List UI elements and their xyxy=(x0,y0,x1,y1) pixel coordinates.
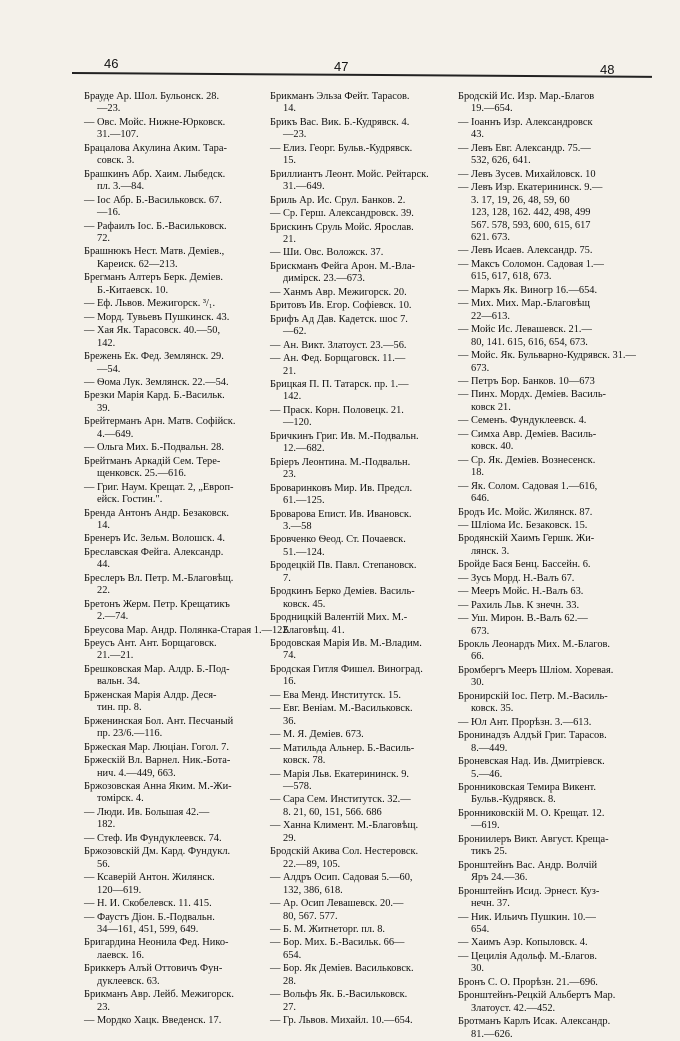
center-page-number: 47 xyxy=(334,59,349,74)
directory-entry-line: — Еф. Львов. Межигорск. ³/₁. xyxy=(84,298,216,310)
directory-entry-line: 34—161, 451, 599, 649. xyxy=(97,924,199,935)
directory-entry-line: 80, 141. 615, 616, 654, 673. xyxy=(471,336,588,348)
directory-entry-line: —578. xyxy=(283,781,312,793)
directory-entry-line: Бренеръ Ис. Зельм. Волошск. 4. xyxy=(84,533,225,545)
directory-entry-line: Златоуст. 42.—452. xyxy=(471,1002,556,1014)
directory-entry-line: 56. xyxy=(97,858,110,870)
directory-entry-line: Брискинъ Сруль Мойс. Ярослав. xyxy=(270,221,414,233)
directory-entry-line: 23. xyxy=(283,469,296,481)
directory-entry-line: — Гр. Львов. Михайл. 10.—654. xyxy=(270,1015,413,1027)
directory-entry-line: лаевск. 16. xyxy=(97,949,145,961)
directory-entry-line: —619. xyxy=(471,820,500,832)
directory-entry-line: Брокль Леонардъ Мих. М.-Благов. xyxy=(458,639,611,651)
directory-entry-line: Бродкинъ Берко Деміев. Василь- xyxy=(270,586,415,598)
directory-entry-line: — Мих. Мих. Мар.-Благовѣщ xyxy=(458,298,590,310)
directory-entry-line: — Мордко Хацк. Введенск. 17. xyxy=(84,1015,222,1027)
directory-entry-line: Яръ 24.—36. xyxy=(471,872,528,884)
directory-entry-line: — Стеф. Ив Фундуклеевск. 74. xyxy=(84,832,222,844)
directory-entry-line: Бреусова Мар. Андр. Полянка-Старая 1.—122. xyxy=(84,624,291,636)
column-center xyxy=(270,90,448,1028)
directory-entry-line: Бричкинъ Григ. Ив. М.-Подвальн. xyxy=(270,430,419,442)
directory-entry-line: — Левъ Изр. Екатерининск. 9.— xyxy=(458,182,603,194)
directory-entry-line: — Левъ Евг. Александр. 75.— xyxy=(458,142,591,154)
directory-entry-line: 2.—74. xyxy=(97,611,129,623)
directory-entry-line: Брискманъ Фейга Арон. М.-Вла- xyxy=(270,260,416,272)
directory-entry-line: Бродскій Акива Сол. Нестеровск. xyxy=(270,846,419,858)
directory-entry-line: 532, 626, 641. xyxy=(471,155,531,167)
directory-entry-line: Брашкинъ Абр. Хаим. Лыбедск. xyxy=(84,168,226,180)
directory-entry-line: — Елиз. Георг. Бульв.-Кудрявск. xyxy=(270,142,413,154)
directory-entry-line: дуклеевск. 63. xyxy=(97,975,160,987)
directory-entry-line: Бреслеръ Вл. Петр. М.-Благовѣщ. xyxy=(84,572,234,584)
directory-entry-line: — Зусь Морд. Н.-Валъ 67. xyxy=(458,572,575,584)
directory-entry-line: Бродская Гитля Фишел. Виноград. xyxy=(270,663,423,675)
directory-entry-line: Бронирскій Іос. Петр. М.-Василь- xyxy=(458,690,608,702)
directory-entry-line: Бриккеръ Алъй Оттовичъ Фун- xyxy=(84,963,223,975)
directory-entry-line: ковск. 78. xyxy=(283,755,326,767)
directory-entry-line: Брацалова Акулина Аким. Тара- xyxy=(84,142,227,154)
directory-entry-line: Брифъ Ад Дав. Кадетск. шос 7. xyxy=(270,313,408,325)
directory-entry-line: Бродовская Марія Ив. М.-Владим. xyxy=(270,638,422,650)
directory-entry-line: — Григ. Наум. Крещат. 2, „Европ- xyxy=(84,481,234,493)
directory-entry-line: 182. xyxy=(97,819,116,831)
directory-entry-line: — Семенъ. Фундуклеевск. 4. xyxy=(458,415,587,427)
directory-entry-line: — М. Я. Деміев. 673. xyxy=(270,729,364,741)
directory-entry-line: —62. xyxy=(283,326,307,338)
directory-entry-line: — Уш. Мирон. В.-Валъ 62.— xyxy=(458,613,588,625)
directory-entry-line: — Евг. Веніам. М.-Васильковск. xyxy=(270,703,413,715)
directory-entry-line: ковск. 35. xyxy=(471,703,514,715)
directory-entry-line: 72. xyxy=(97,232,110,244)
directory-entry-line: пр. 23/6.—116. xyxy=(97,728,163,740)
directory-entry-line: 15. xyxy=(283,155,296,167)
directory-entry-line: Бритовъ Ив. Егор. Софіевск. 10. xyxy=(270,300,412,312)
directory-entry-line: — Хая Як. Тарасовск. 40.—50, xyxy=(84,325,221,337)
directory-entry-line: 22. xyxy=(97,585,110,597)
directory-entry-line: пл. 3.—84. xyxy=(97,181,145,193)
directory-entry-line: — Петръ Бор. Банков. 10—673 xyxy=(458,375,595,387)
page-header xyxy=(0,0,680,80)
directory-entry-line: нечн. 37. xyxy=(471,898,510,910)
directory-entry-line: Бржеская Мар. Люціан. Гогол. 7. xyxy=(84,741,229,753)
directory-entry-line: 5.—46. xyxy=(471,768,503,780)
directory-entry-line: — Мойс Ис. Левашевск. 21.— xyxy=(458,324,592,336)
directory-entry-line: ейск. Гостин.". xyxy=(97,494,163,506)
directory-entry-line: —23. xyxy=(97,103,121,115)
directory-entry-line: Брейтманъ Аркадій Сем. Тере- xyxy=(84,455,221,467)
directory-entry-line: —120. xyxy=(283,417,312,429)
directory-entry-line: Кареиск. 62—213. xyxy=(97,258,178,270)
directory-entry-line: — Ан. Викт. Златоуст. 23.—56. xyxy=(270,339,407,351)
directory-entry-line: — Ксаверій Антон. Жилянск. xyxy=(84,872,215,884)
directory-entry-line: Бровченко Ѳеод. Ст. Почаевск. xyxy=(270,534,406,546)
directory-entry-line: — Левъ Зусев. Михайловск. 10 xyxy=(458,168,596,180)
directory-entry-line: 123, 128, 162. 442, 498, 499 xyxy=(471,207,591,219)
directory-entry-line: 14. xyxy=(283,103,296,115)
directory-entry-line: 80, 567. 577. xyxy=(283,910,338,922)
directory-entry-line: щенковск. 25.—616. xyxy=(97,468,187,480)
column-left xyxy=(84,90,291,1028)
directory-entry-line: — Морд. Тувьевъ Пушкинск. 43. xyxy=(84,311,230,323)
directory-entry-line: — Ср. Герш. Александровск. 39. xyxy=(270,208,414,220)
directory-entry-line: Брикъ Вас. Вик. Б.-Кудрявск. 4. xyxy=(270,116,410,128)
header-rule xyxy=(72,72,652,78)
directory-entry-line: 23. xyxy=(97,1001,110,1013)
directory-entry-line: тикъ 25. xyxy=(471,846,508,858)
directory-entry-line: Б.-Китаевск. 10. xyxy=(97,284,169,296)
directory-entry-line: Бромбергъ Мееръ Шліом. Хоревая. xyxy=(458,664,614,676)
directory-entry-line: 654. xyxy=(471,924,490,935)
directory-entry-line: — Пинх. Мордх. Деміев. Василь- xyxy=(458,389,607,401)
directory-entry-line: — Мееръ Мойс. Н.-Валъ 63. xyxy=(458,586,584,598)
directory-entry-line: 21.—21. xyxy=(97,650,134,662)
directory-entry-line: 22—613. xyxy=(471,310,510,322)
directory-entry-line: томірск. 4. xyxy=(97,793,144,805)
directory-entry-line: — Іос Абр. Б.-Васильковск. 67. xyxy=(84,194,222,206)
directory-entry-line: Бриль Ар. Ис. Срул. Банков. 2. xyxy=(270,194,406,206)
directory-entry-line: 22.—89, 105. xyxy=(283,858,341,870)
directory-entry-line: — Вольфъ Як. Б.-Васильковск. xyxy=(270,989,408,1001)
directory-entry-line: — Рахиль Льв. К знечн. 33. xyxy=(458,599,580,611)
directory-entry-line: — Марія Льв. Екатерининск. 9. xyxy=(270,768,410,780)
directory-entry-line: Бриллиантъ Леонт. Мойс. Рейтарск. xyxy=(270,168,429,180)
directory-entry-line: 673. xyxy=(471,625,490,637)
directory-entry-line: — Симха Авр. Деміев. Василь- xyxy=(458,428,597,440)
directory-entry-line: 29. xyxy=(283,832,296,844)
directory-entry-line: 142. xyxy=(97,337,116,349)
directory-entry-line: 74. xyxy=(283,650,296,662)
directory-entry-line: — Ханна Климент. М.-Благовѣщ. xyxy=(270,820,419,832)
directory-entry-line: 30. xyxy=(471,677,484,689)
directory-entry-line: — Ева Менд. Институтск. 15. xyxy=(270,689,401,701)
directory-entry-line: Бригардина Неонила Фед. Нико- xyxy=(84,937,229,949)
directory-entry-line: — Цецилія Адольф. М.-Благов. xyxy=(458,950,597,962)
directory-entry-line: 16. xyxy=(283,676,296,688)
directory-entry-line: 44. xyxy=(97,559,110,571)
directory-entry-line: Бронштейнъ Исид. Эрнест. Куз- xyxy=(458,885,600,897)
directory-entry-line: Бродянскій Хаимъ Гершк. Жи- xyxy=(458,533,595,545)
directory-entry-line: 3.—58 xyxy=(283,520,312,532)
directory-entry-line: 28. xyxy=(283,975,296,987)
directory-entry-line: Брженинская Бол. Ант. Песчаный xyxy=(84,715,234,727)
directory-entry-line: 31.—649. xyxy=(283,181,325,193)
directory-entry-line: Брониилеръ Викт. Август. Креща- xyxy=(458,833,609,845)
directory-entry-line: Бреусъ Ант. Ант. Борщаговск. xyxy=(84,638,217,650)
directory-entry-line: 18. xyxy=(471,467,484,479)
directory-entry-line: — Ан. Фед. Борщаговск. 11.— xyxy=(270,353,406,365)
directory-entry-line: 81.—626. xyxy=(471,1028,513,1040)
directory-entry-line: — Юл Ант. Прорѣзн. 3.—613. xyxy=(458,716,592,728)
directory-entry-line: — Ольга Мих. Б.-Подвальн. 28. xyxy=(84,442,224,454)
directory-entry-line: 12.—682. xyxy=(283,443,325,455)
directory-entry-line: — Хаимъ Аэр. Копыловск. 4. xyxy=(458,937,588,949)
directory-entry-line: 621. 673. xyxy=(471,231,510,243)
directory-entry-line: — Як. Солом. Садовая 1.—616, xyxy=(458,480,598,492)
directory-entry-line: — Фаустъ Діон. Б.-Подвальн. xyxy=(84,911,215,923)
directory-entry-line: 8. 21, 60, 151, 566. 686 xyxy=(283,806,382,818)
directory-entry-line: ковск. 40. xyxy=(471,441,514,453)
directory-entry-line: Брешковская Мар. Алдр. Б.-Под- xyxy=(84,663,230,675)
directory-entry-line: Бріеръ Леонтина. М.-Подвальн. xyxy=(270,456,411,468)
directory-entry-line: 14. xyxy=(97,519,110,531)
directory-entry-line: Броваринковъ Мир. Ив. Предсл. xyxy=(270,482,413,494)
directory-entry-line: — Н. И. Скобелевск. 11. 415. xyxy=(84,898,212,910)
directory-entry-line: — Матильда Альнер. Б.-Василь- xyxy=(270,742,415,754)
directory-entry-line: 51.—124. xyxy=(283,546,325,558)
directory-entry-line: Бронштейнъ-Рецкій Альбертъ Мар. xyxy=(458,990,616,1002)
directory-entry-line: — Рафаилъ Іос. Б.-Васильковск. xyxy=(84,220,227,232)
directory-entry-line: 21. xyxy=(283,365,296,377)
directory-entry-line: — Ѳома Лук. Землянск. 22.—54. xyxy=(84,376,229,388)
directory-entry-line: Бронинадзъ Алдъй Григ. Тарасов. xyxy=(458,730,607,742)
directory-entry-line: 673. xyxy=(471,362,490,374)
directory-entry-line: 654. xyxy=(283,949,302,961)
directory-entry-line: — Левъ Исаев. Александр. 75. xyxy=(458,245,593,257)
directory-entry-line: Брикманъ Авр. Лейб. Межигорск. xyxy=(84,989,234,1001)
directory-entry-line: — Сара Сем. Институтск. 32.— xyxy=(270,794,411,806)
directory-entry-line: Брейтерманъ Арн. Матв. Софійск. xyxy=(84,416,236,428)
directory-entry-line: 120—619. xyxy=(97,884,142,896)
directory-entry-line: — Овс. Мойс. Нижне-Юрковск. xyxy=(84,116,226,128)
directory-entry-line: Благовѣщ. 41. xyxy=(283,624,345,636)
directory-entry-line: 567. 578, 593, 600, 615, 617 xyxy=(471,219,591,231)
directory-entry-line: вальн. 34. xyxy=(97,676,141,688)
directory-entry-line: Брженская Марія Алдр. Деся- xyxy=(84,689,217,701)
directory-entry-line: —16. xyxy=(97,207,121,219)
directory-entry-line: Бульв.-Кудрявск. 8. xyxy=(471,794,556,806)
directory-entry-line: Бронштейнъ Вас. Андр. Волчій xyxy=(458,859,598,871)
directory-entry-line: — Праск. Корн. Половецк. 21. xyxy=(270,404,404,416)
column-right xyxy=(458,90,648,1041)
directory-entry-line: — Бор. Мих. Б.-Васильк. 66— xyxy=(270,937,405,949)
directory-entry-line: Брикманъ Эльза Фейт. Тарасов. xyxy=(270,91,410,102)
directory-entry-line: Брицкая П. П. Татарск. пр. 1.— xyxy=(270,378,409,390)
directory-entry-line: Бржозовскій Дм. Кард. Фундукл. xyxy=(84,846,231,858)
directory-entry-line: Бродскій Ис. Изр. Мар.-Благов xyxy=(458,91,595,102)
directory-entry-line: Бронниковскій М. О. Крещат. 12. xyxy=(458,807,605,819)
directory-entry-line: —23. xyxy=(283,129,307,141)
directory-entry-line: 30. xyxy=(471,963,484,975)
directory-entry-line: Бродецкій Пв. Павл. Степановск. xyxy=(270,560,417,572)
directory-entry-line: 8.—449. xyxy=(471,742,508,754)
directory-entry-line: Брезки Марія Кард. Б.-Васильк. xyxy=(84,390,225,402)
directory-entry-line: 646. xyxy=(471,493,490,505)
directory-entry-line: 4.—649. xyxy=(97,428,134,440)
directory-entry-line: Брауде Ар. Шол. Бульонск. 28. xyxy=(84,91,220,102)
directory-entry-line: 21. xyxy=(283,233,296,245)
directory-entry-line: Брегманъ Алтеръ Берк. Деміев. xyxy=(84,272,223,284)
directory-entry-line: — Ханмъ Авр. Межигорск. 20. xyxy=(270,286,407,298)
directory-entry-line: 615, 617, 618, 673. xyxy=(471,271,552,283)
directory-entry-line: — Шлiома Ис. Безаковск. 15. xyxy=(458,519,588,531)
directory-entry-line: Бржозовская Анна Яким. М.-Жи- xyxy=(84,781,232,793)
directory-entry-line: — Максъ Соломон. Садовая 1.— xyxy=(458,258,604,270)
directory-entry-line: Броневская Над. Ив. Дмитріевск. xyxy=(458,756,605,768)
directory-entry-line: 39. xyxy=(97,402,110,414)
directory-entry-line: нич. 4.—449, 663. xyxy=(97,767,176,779)
directory-entry-line: 7. xyxy=(283,572,291,584)
directory-entry-line: Брежень Ек. Фед. Землянск. 29. xyxy=(84,351,224,363)
directory-entry-line: — Бор. Як Деміев. Васильковск. xyxy=(270,963,414,975)
directory-entry-line: Бронниковская Темира Викент. xyxy=(458,782,597,794)
directory-entry-line: Бржескій Вл. Варнел. Ник.-Бота- xyxy=(84,755,231,767)
directory-entry-line: — Ши. Овс. Воложск. 37. xyxy=(270,247,384,259)
directory-entry-line: Бротманъ Карлъ Исак. Александр. xyxy=(458,1016,611,1028)
directory-entry-line: — Мойс. Як. Бульварно-Кудрявск. 31.— xyxy=(458,350,636,362)
directory-entry-line: Бродницкій Валентій Мих. М.- xyxy=(270,612,408,624)
directory-entry-line: совск. 3. xyxy=(97,155,135,167)
left-page-number: 46 xyxy=(104,56,119,71)
directory-entry-line: Бронъ С. О. Прорѣзн. 21.—696. xyxy=(458,976,598,988)
directory-entry-line: димірск. 23.—673. xyxy=(283,273,365,285)
directory-entry-line: лянск. 3. xyxy=(471,545,510,557)
directory-entry-line: Бренда Антонъ Андр. Безаковск. xyxy=(84,507,230,519)
directory-entry-line: — Ар. Осип Левашевск. 20.— xyxy=(270,898,404,910)
directory-entry-line: — Ник. Ильичъ Пушкин. 10.— xyxy=(458,911,596,923)
directory-entry-line: ковск 21. xyxy=(471,401,511,413)
directory-entry-line: Брашнюкъ Нест. Матв. Деміев., xyxy=(84,246,225,258)
directory-entry-line: — Алдръ Осип. Садовая 5.—60, xyxy=(270,872,413,884)
directory-entry-line: —54. xyxy=(97,363,121,375)
directory-entry-line: 36. xyxy=(283,715,296,727)
directory-entry-line: Бреславская Фейга. Александр. xyxy=(84,546,224,558)
directory-entry-line: 61.—125. xyxy=(283,495,325,507)
directory-entry-line: 132, 386, 618. xyxy=(283,884,343,896)
directory-entry-line: 43. xyxy=(471,129,484,141)
directory-entry-line: 66. xyxy=(471,651,484,663)
directory-entry-line: Бретонъ Жерм. Петр. Крещатикъ xyxy=(84,598,230,610)
directory-entry-line: Бройде Бася Бенц. Бассейн. 6. xyxy=(458,559,591,571)
directory-entry-line: 19.—654. xyxy=(471,103,513,115)
directory-entry-line: ковск. 45. xyxy=(283,598,326,610)
right-page-number: 48 xyxy=(600,62,615,77)
directory-entry-line: 142. xyxy=(283,391,302,403)
directory-entry-line: тин. пр. 8. xyxy=(97,702,142,714)
directory-entry-line: — Іоаннъ Изр. Александровск xyxy=(458,116,593,128)
directory-entry-line: 3. 17, 19, 26, 48, 59, 60 xyxy=(471,194,570,206)
directory-entry-line: 27. xyxy=(283,1001,296,1013)
directory-entry-line: 31.—107. xyxy=(97,129,139,141)
directory-entry-line: — Маркъ Як. Виногр 16.—654. xyxy=(458,284,598,296)
directory-entry-line: — Люди. Ив. Большая 42.— xyxy=(84,806,210,818)
directory-entry-line: Броварова Епист. Ив. Ивановск. xyxy=(270,508,412,520)
directory-entry-line: Бродъ Ис. Мойс. Жилянск. 87. xyxy=(458,506,593,518)
directory-entry-line: — Б. М. Житнеторг. пл. 8. xyxy=(270,924,385,935)
directory-entry-line: — Ср. Як. Деміев. Вознесенск. xyxy=(458,454,596,466)
